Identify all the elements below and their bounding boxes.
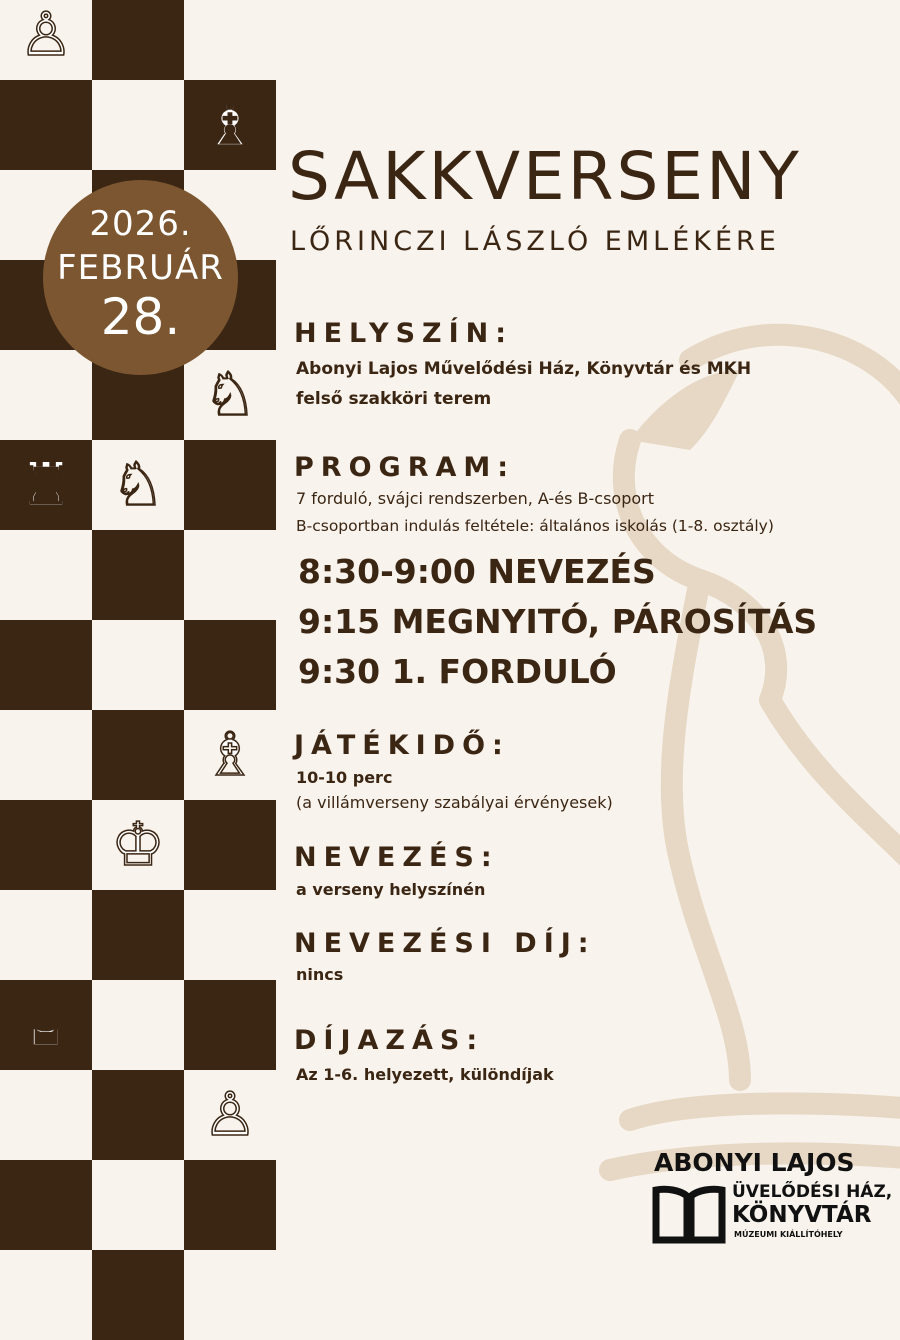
board-square xyxy=(92,1070,184,1160)
page-subtitle: LŐRINCZI LÁSZLÓ EMLÉKÉRE xyxy=(290,226,780,257)
pawn-icon: ♙ xyxy=(19,0,73,70)
board-square xyxy=(92,530,184,620)
prizes-line-1: Az 1-6. helyezett, különdíjak xyxy=(296,1065,554,1084)
playtime-line-2: (a villámverseny szabályai érvényesek) xyxy=(296,793,613,812)
knight-watermark-icon xyxy=(570,300,900,1200)
venue-heading: HELYSZÍN: xyxy=(294,318,514,349)
playtime-heading: JÁTÉKIDŐ: xyxy=(294,730,510,761)
playtime-line-1: 10-10 perc xyxy=(296,768,393,787)
date-day: 28. xyxy=(100,288,181,346)
program-line-2: B-csoportban indulás feltétele: általános iskolás (1-8. osztály) xyxy=(296,517,774,535)
board-square xyxy=(0,1160,92,1250)
board-square xyxy=(0,80,92,170)
board-square xyxy=(184,620,276,710)
knight-icon: ♘ xyxy=(111,450,165,520)
schedule-item: 8:30-9:00 NEVEZÉS xyxy=(298,552,656,591)
entry-heading: NEVEZÉS: xyxy=(294,842,499,873)
board-square xyxy=(184,1160,276,1250)
board-square xyxy=(184,440,276,530)
prizes-heading: DÍJAZÁS: xyxy=(294,1025,485,1056)
page-title: SAKKVERSENY xyxy=(288,138,802,215)
venue-line-2: felső szakköri terem xyxy=(296,389,492,409)
board-square xyxy=(184,980,276,1070)
board-square xyxy=(0,620,92,710)
rook-icon: ♖ xyxy=(19,450,73,520)
logo-line-4: MÚZEUMI KIÁLLÍTÓHELY xyxy=(734,1230,843,1239)
board-square xyxy=(92,0,184,80)
fee-line-1: nincs xyxy=(296,965,344,984)
knight-icon: ♘ xyxy=(203,360,257,430)
entry-line-1: a verseny helyszínén xyxy=(296,880,486,899)
board-square xyxy=(92,710,184,800)
pawn-icon: ♙ xyxy=(203,1080,257,1150)
king-icon: ♔ xyxy=(111,810,165,880)
schedule-item: 9:30 1. FORDULÓ xyxy=(298,652,617,691)
queen-icon: ♕ xyxy=(19,990,73,1060)
logo-line-3: KÖNYVTÁR xyxy=(732,1202,872,1228)
date-year: 2026. xyxy=(89,204,192,244)
board-square xyxy=(184,800,276,890)
board-square xyxy=(0,800,92,890)
organizer-logo xyxy=(648,1148,893,1248)
venue-line-1: Abonyi Lajos Művelődési Ház, Könyvtár és MKH xyxy=(296,359,752,379)
program-heading: PROGRAM: xyxy=(294,452,516,483)
schedule-item: 9:15 MEGNYITÓ, PÁROSÍTÁS xyxy=(298,602,818,641)
bishop-icon: ♗ xyxy=(203,90,257,160)
logo-line-2: ÜVELŐDÉSI HÁZ, xyxy=(732,1182,893,1202)
bishop-icon: ♗ xyxy=(203,720,257,790)
open-book-icon xyxy=(652,1184,726,1244)
date-month: FEBRUÁR xyxy=(57,248,224,288)
logo-line-1: ABONYI LAJOS xyxy=(654,1148,855,1177)
fee-heading: NEVEZÉSI DÍJ: xyxy=(294,928,596,959)
board-square xyxy=(92,890,184,980)
program-line-1: 7 forduló, svájci rendszerben, A-és B-csoport xyxy=(296,489,655,508)
date-badge xyxy=(43,180,238,375)
board-square xyxy=(92,1250,184,1340)
